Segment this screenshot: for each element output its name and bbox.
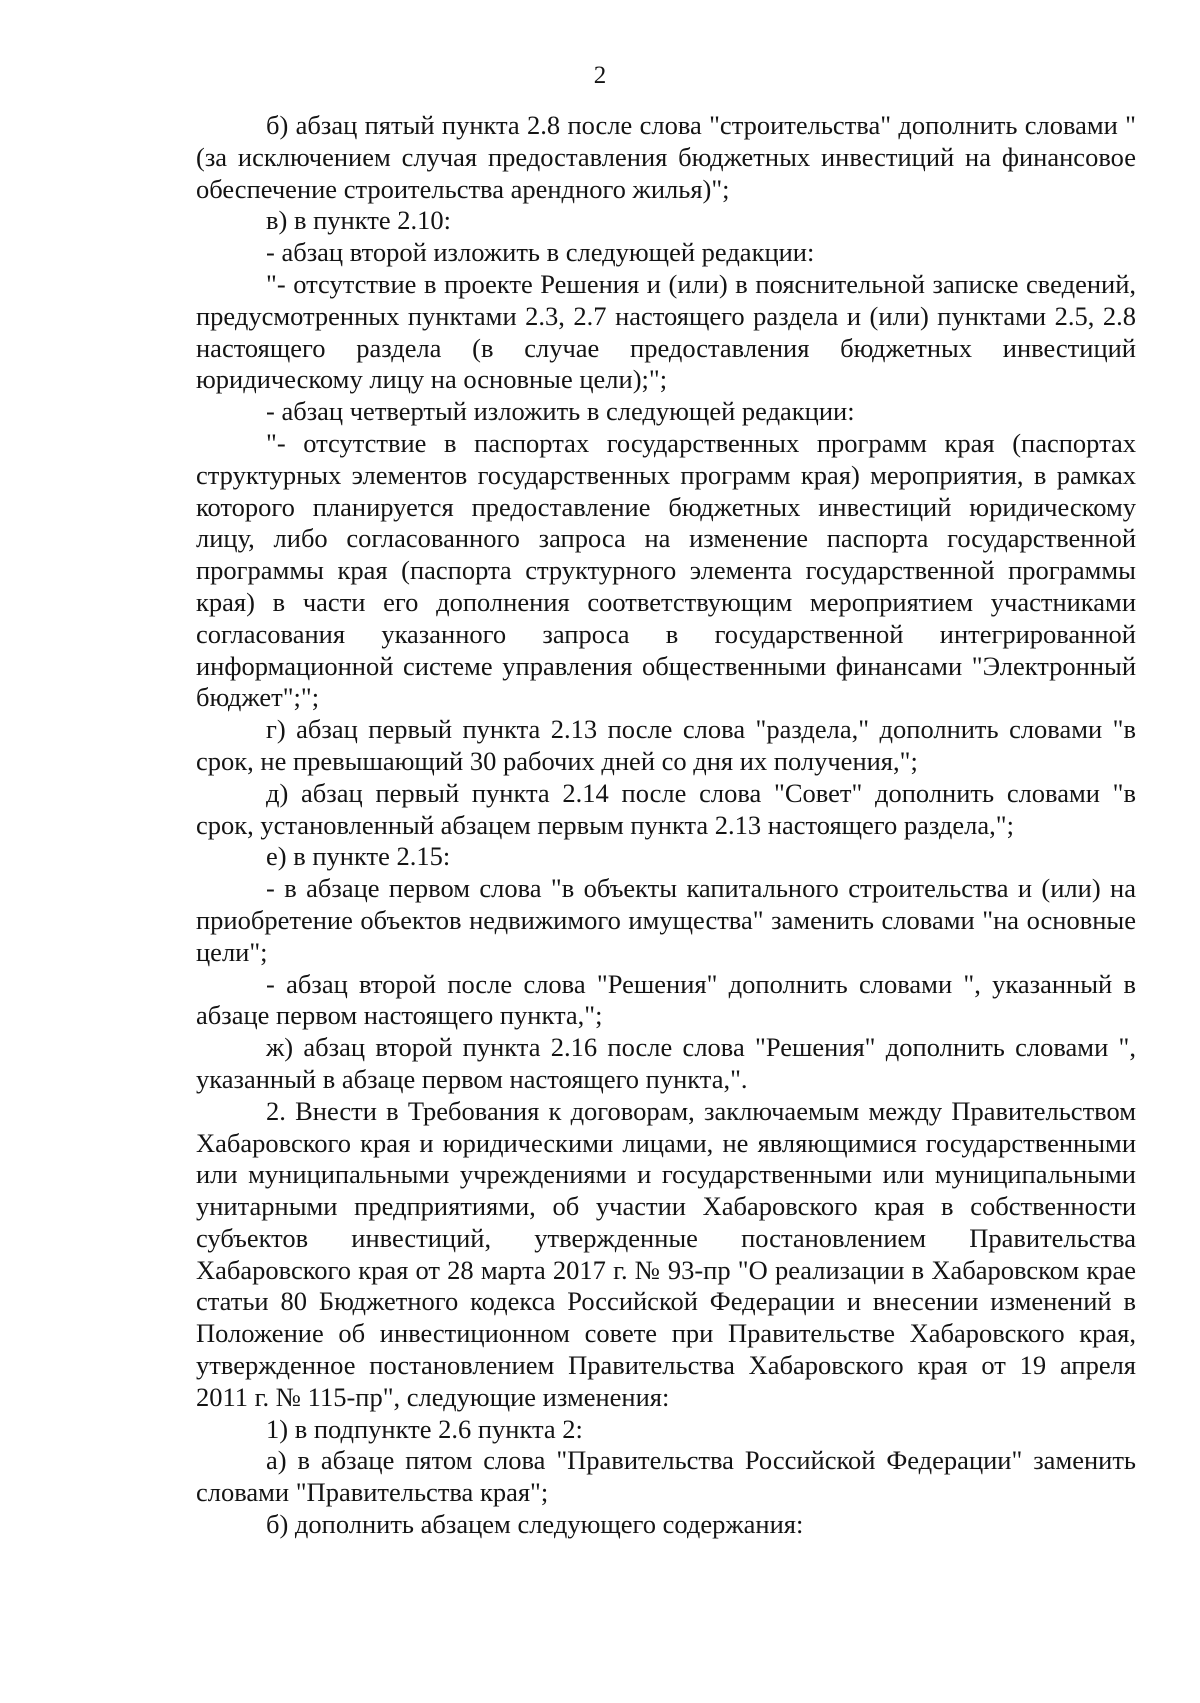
paragraph: - абзац второй после слова "Решения" дополнить словами ", указанный в абзаце первом настоящего пункта,";: [196, 968, 1136, 1031]
paragraph: - абзац четвертый изложить в следующей редакции:: [266, 396, 855, 427]
paragraph: ж) абзац второй пункта 2.16 после слова "Решения" дополнить словами ", указанный в абзаце первом настоящего пункта,".: [196, 1032, 1136, 1094]
document-body: [196, 110, 1136, 1541]
paragraph: - абзац второй изложить в следующей редакции:: [266, 237, 815, 268]
paragraph: е) в пункте 2.15:: [266, 841, 451, 872]
paragraph: б) абзац пятый пункта 2.8 после слова "строительства" дополнить словами "(за исключением случая предоставления бюджетных инвестиций на финансовое обеспечение строительства арендного жилья)";: [196, 110, 1136, 204]
paragraph: б) дополнить абзацем следующего содержания:: [266, 1509, 804, 1540]
page-number: 2: [593, 62, 607, 89]
paragraph: 1) в подпункте 2.6 пункта 2:: [266, 1413, 583, 1444]
paragraph: д) абзац первый пункта 2.14 после слова "Совет" дополнить словами "в срок, установленный абзацем первым пункта 2.13 настоящего раздела,";: [196, 777, 1136, 840]
paragraph: - в абзаце первом слова "в объекты капитального строительства и (или) на приобретение объектов недвижимого имущества" заменить словами "на основные цели";: [196, 873, 1136, 967]
paragraph: "- отсутствие в проекте Решения и (или) в пояснительной записке сведений, предусмотренных пунктами 2.3, 2.7 настоящего раздела и (или) пунктами 2.5, 2.8 настоящего раздела (в случае предоставления бюджетных инвестиций юридическому лицу на основные цели);";: [196, 268, 1136, 395]
paragraph: в) в пункте 2.10:: [266, 205, 451, 236]
paragraph: "- отсутствие в паспортах государственных программ края (паспортах структурных элементов государственных программ края) мероприятия, в рамках которого планируется предоставление бюджетных инвестиций юридическому лицу, либо согласованного запроса на изменение паспорта государственной программы края (паспорта структурного элемента государственной программы края) в части его дополнения соответствующим мероприятием участниками согласования указанного запроса в государственной интегрированной информационной системе управления общественными финансами "Электронный бюджет";";: [196, 427, 1136, 713]
paragraph: а) в абзаце пятом слова "Правительства Российской Федерации" заменить словами "Правительства края";: [196, 1445, 1136, 1508]
paragraph: 2. Внести в Требования к договорам, заключаемым между Правительством Хабаровского края и юридическими лицами, не являющимися государственными или муниципальными учреждениями и государственными или муниципальными унитарными предприятиями, об участии Хабаровского края в собственности субъектов инвестиций, утвержденные постановлением Правительства Хабаровского края от 28 марта 2017 г. № 93-пр "О реализации в Хабаровском крае статьи 80 Бюджетного кодекса Российской Федерации и внесении изменений в Положение об инвестиционном совете при Правительстве Хабаровского края, утвержденное постановлением Правительства Хабаровского края от 19 апреля 2011 г. № 115-пр", следующие изменения:: [196, 1095, 1136, 1412]
paragraph: г) абзац первый пункта 2.13 после слова "раздела," дополнить словами "в срок, не превышающий 30 рабочих дней со дня их получения,";: [196, 714, 1136, 776]
